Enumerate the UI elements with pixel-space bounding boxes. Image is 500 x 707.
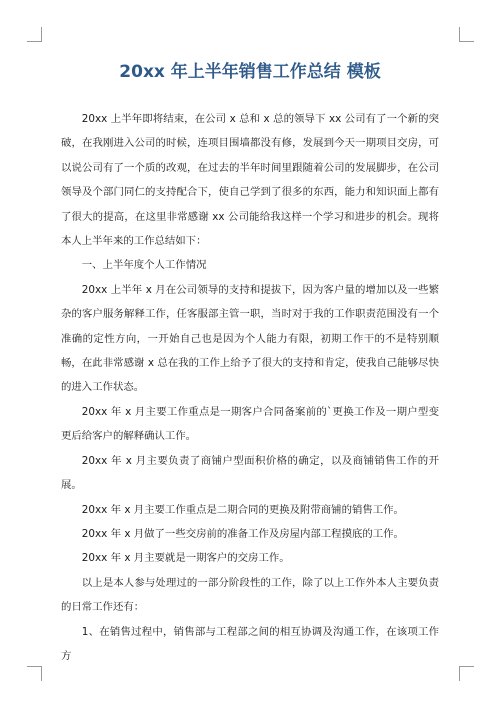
paragraph: 20xx 年 x 月做了一些交房前的准备工作及房屋内部工程摸底的工作。	[81, 527, 404, 540]
crop-mark-top-left	[27, 27, 42, 42]
paragraph: 20xx 年 x 月主要就是一期客户的交房工作。	[81, 552, 290, 565]
paragraph-intro: 20xx 上半年即将结束，在公司 x 总和 x 总的领导下 xx 公司有了一个新的突破，在我刚进入公司的时候，连项目围墙都没有修，发展到今天一期项目交房，可以说公司有了一个质的改观，在过去的半年时间里跟随着公司的发展脚步，在公司领导及个部门同仁的支持配合下，使自己学到了很多的东西，能力和知识面上都有了很大的提高，在这里非常感谢 xx 公司能给我这样一个学习和进步的机会。现将本人上半年来的工作总结如下：	[61, 113, 439, 248]
paragraph: 20xx 年 x 月主要工作重点是一期客户合同备案前的`更换工作及一期户型变更后给客户的解释确认工作。	[61, 405, 439, 443]
paragraph: 以上是本人参与处理过的一部分阶段性的工作，除了以上工作外本人主要负责的日常工作还有：	[61, 576, 439, 614]
paragraph: 20xx 年 x 月主要工作重点是二期合同的更换及附带商铺的销售工作。	[81, 503, 404, 516]
crop-mark-bottom-left	[27, 666, 42, 681]
paragraph: 1、在销售过程中，销售部与工程部之间的相互协调及沟通工作，在该项工作方	[61, 625, 439, 662]
document-body	[61, 107, 439, 668]
paragraph: 20xx 年 x 月主要负责了商铺户型面积价格的确定，以及商铺销售工作的开展。	[61, 454, 439, 492]
section-heading: 一、上半年度个人工作情况	[81, 259, 207, 272]
crop-mark-top-right	[459, 27, 474, 42]
paragraph: 20xx 上半年 x 月在公司领导的支持和提拔下，因为客户量的增加以及一些繁杂的客户服务解释工作，任客服部主管一职，当时对于我的工作职责范围没有一个准确的定性方向，一开始自己也是因为个人能力有限，初期工作干的不是特别顺畅，在此非常感谢 x 总在我的工作上给予了很大的支持和肯定，使我自己能够尽快的进入工作状态。	[61, 283, 439, 394]
crop-mark-bottom-right	[459, 666, 474, 681]
document-title: 20xx 年上半年销售工作总结 模板	[119, 62, 381, 82]
